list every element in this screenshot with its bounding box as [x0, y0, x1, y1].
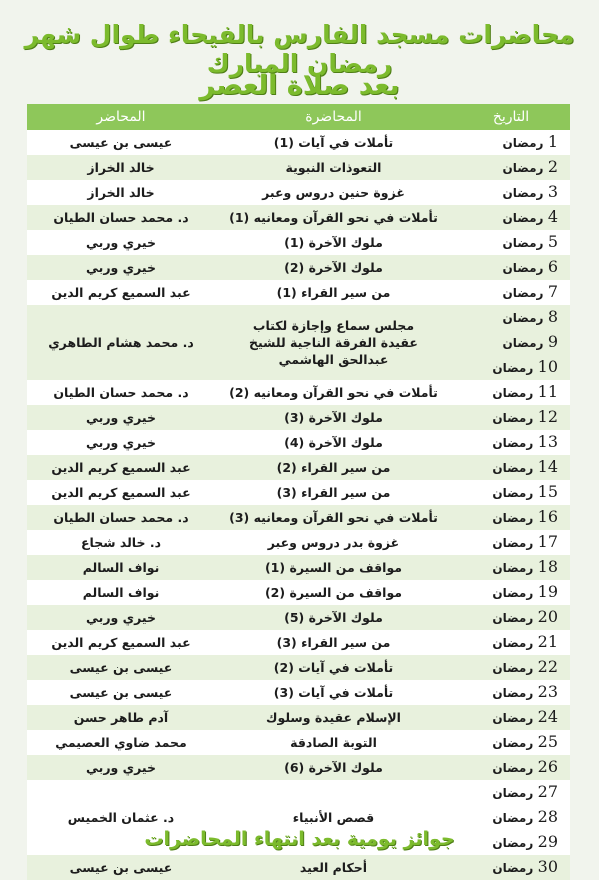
lecture-cell: تأملات في نحو القرآن ومعانيه (1): [215, 205, 452, 230]
date-cell: [452, 755, 570, 780]
date-line: [452, 580, 558, 605]
lecturer-cell: د. محمد حسان الطيان: [27, 505, 215, 530]
lecture-cell: ملوك الآخرة (6): [215, 755, 452, 780]
date-cell: [452, 655, 570, 680]
table-row: [27, 280, 570, 305]
lecture-cell: من سير القراء (3): [215, 480, 452, 505]
date-line: [452, 155, 558, 180]
date-cell: [452, 455, 570, 480]
date-cell: [452, 230, 570, 255]
month-name: رمضان: [492, 711, 534, 725]
date-line: [452, 205, 558, 230]
header-lecture: المحاضرة: [215, 104, 452, 130]
lecturer-cell: د. عثمان الخميس: [27, 780, 215, 855]
date-cell: [452, 705, 570, 730]
table-row: [27, 405, 570, 430]
table-row: [27, 655, 570, 680]
month-name: رمضان: [492, 786, 534, 800]
table-row: [27, 555, 570, 580]
lecturer-cell: خيري وربي: [27, 405, 215, 430]
lecture-cell: ملوك الآخرة (5): [215, 605, 452, 630]
date-line: [452, 305, 558, 330]
date-line: [452, 730, 558, 755]
header-lecturer: المحاضر: [27, 104, 215, 130]
table-row: [27, 480, 570, 505]
lecturer-cell: خيري وربي: [27, 255, 215, 280]
lecture-cell: ملوك الآخرة (4): [215, 430, 452, 455]
day-number: 13: [537, 432, 558, 451]
month-name: رمضان: [492, 461, 534, 475]
table-row: [27, 430, 570, 455]
date-cell: [452, 405, 570, 430]
day-number: 27: [537, 782, 558, 801]
month-name: رمضان: [492, 836, 534, 850]
lecturer-cell: محمد ضاوي العصيمي: [27, 730, 215, 755]
date-cell: [452, 180, 570, 205]
lecturer-cell: نواف السالم: [27, 555, 215, 580]
day-number: 26: [537, 757, 558, 776]
date-cell: [452, 380, 570, 405]
table-row: [27, 380, 570, 405]
date-line: [452, 480, 558, 505]
lecture-cell: التوبة الصادقة: [215, 730, 452, 755]
table-row: [27, 855, 570, 880]
lecture-cell: ملوك الآخرة (1): [215, 230, 452, 255]
day-number: 22: [537, 657, 558, 676]
lecturer-cell: خيري وربي: [27, 755, 215, 780]
day-number: 7: [547, 282, 558, 301]
month-name: رمضان: [492, 386, 534, 400]
lecturer-cell: خيري وربي: [27, 430, 215, 455]
lecturer-cell: آدم طاهر حسن: [27, 705, 215, 730]
month-name: رمضان: [492, 586, 534, 600]
table-row: [27, 580, 570, 605]
lecturer-cell: عبد السميع كريم الدين: [27, 455, 215, 480]
date-line: [452, 630, 558, 655]
day-number: 30: [537, 857, 558, 876]
lecturer-cell: عبد السميع كريم الدين: [27, 480, 215, 505]
lecturer-cell: خيري وربي: [27, 605, 215, 630]
month-name: رمضان: [502, 286, 544, 300]
table-row: [27, 205, 570, 230]
date-cell: [452, 680, 570, 705]
day-number: 11: [537, 382, 558, 401]
date-line: [452, 405, 558, 430]
date-cell: [452, 480, 570, 505]
lecture-cell: أحكام العيد: [215, 855, 452, 880]
date-line: [452, 455, 558, 480]
lecture-cell: التعوذات النبوية: [215, 155, 452, 180]
date-line: [452, 130, 558, 155]
month-name: رمضان: [502, 236, 544, 250]
table-row: [27, 680, 570, 705]
day-number: 21: [537, 632, 558, 651]
table-row: [27, 230, 570, 255]
table-row: [27, 705, 570, 730]
lecture-cell: من سير القراء (2): [215, 455, 452, 480]
day-number: 9: [547, 332, 558, 351]
date-line: [452, 805, 558, 830]
lecture-cell: مجلس سماع وإجازة لكتاب عقيدة الفرقة الناجية للشيخ عبدالحق الهاشمي: [215, 305, 452, 380]
table-row: [27, 505, 570, 530]
lecture-cell: ملوك الآخرة (2): [215, 255, 452, 280]
day-number: 24: [537, 707, 558, 726]
date-line: [452, 280, 558, 305]
lecturer-cell: خيري وربي: [27, 230, 215, 255]
day-number: 6: [547, 257, 558, 276]
day-number: 28: [537, 807, 558, 826]
date-line: [452, 380, 558, 405]
month-name: رمضان: [492, 536, 534, 550]
day-number: 4: [547, 207, 558, 226]
month-name: رمضان: [502, 161, 544, 175]
date-cell: [452, 555, 570, 580]
month-name: رمضان: [492, 361, 534, 375]
poster-subtitle: بعد صلاة العصر: [199, 70, 400, 101]
footer-note: جوائز يومية بعد انتهاء المحاضرات: [144, 828, 455, 850]
day-number: 2: [547, 157, 558, 176]
month-name: رمضان: [502, 136, 544, 150]
table-row: [27, 530, 570, 555]
day-number: 14: [537, 457, 558, 476]
date-line: [452, 605, 558, 630]
date-cell: [452, 605, 570, 630]
month-name: رمضان: [492, 436, 534, 450]
month-name: رمضان: [502, 311, 544, 325]
month-name: رمضان: [492, 486, 534, 500]
day-number: 18: [537, 557, 558, 576]
lecture-cell: تأملات في آيات (2): [215, 655, 452, 680]
date-line: [452, 255, 558, 280]
month-name: رمضان: [492, 511, 534, 525]
date-line: [452, 505, 558, 530]
lecture-cell: قصص الأنبياء: [215, 780, 452, 855]
month-name: رمضان: [492, 686, 534, 700]
lecturer-cell: نواف السالم: [27, 580, 215, 605]
lecturer-cell: خالد الخراز: [27, 180, 215, 205]
lecture-cell: الإسلام عقيدة وسلوك: [215, 705, 452, 730]
table-row: [27, 155, 570, 180]
poster-title: محاضرات مسجد الفارس بالفيحاء طوال شهر رمضان المبارك: [24, 20, 575, 78]
day-number: 19: [537, 582, 558, 601]
day-number: 3: [547, 182, 558, 201]
day-number: 25: [537, 732, 558, 751]
lecture-cell: تأملات في نحو القرآن ومعانيه (3): [215, 505, 452, 530]
date-line: [452, 855, 558, 880]
date-cell: [452, 430, 570, 455]
day-number: 15: [537, 482, 558, 501]
month-name: رمضان: [492, 661, 534, 675]
lecture-cell: من سير القراء (1): [215, 280, 452, 305]
date-line: [452, 705, 558, 730]
lecturer-cell: د. خالد شجاع: [27, 530, 215, 555]
lecturer-cell: عبد السميع كريم الدين: [27, 280, 215, 305]
day-number: 23: [537, 682, 558, 701]
header-date: التاريخ: [452, 104, 570, 130]
date-line: [452, 180, 558, 205]
date-cell: [452, 630, 570, 655]
date-line: [452, 230, 558, 255]
date-line: [452, 430, 558, 455]
date-cell: [452, 855, 570, 880]
day-number: 8: [547, 307, 558, 326]
date-cell: [452, 280, 570, 305]
month-name: رمضان: [492, 761, 534, 775]
date-line: [452, 530, 558, 555]
table-row: [27, 455, 570, 480]
day-number: 10: [537, 357, 558, 376]
date-cell: [452, 155, 570, 180]
lecture-cell: مواقف من السيرة (1): [215, 555, 452, 580]
schedule-table: [27, 104, 570, 880]
date-cell: [452, 730, 570, 755]
lecturer-cell: عبد السميع كريم الدين: [27, 630, 215, 655]
month-name: رمضان: [502, 336, 544, 350]
month-name: رمضان: [492, 861, 534, 875]
month-name: رمضان: [502, 211, 544, 225]
date-line: [452, 655, 558, 680]
month-name: رمضان: [492, 411, 534, 425]
lecture-cell: من سير القراء (3): [215, 630, 452, 655]
lecturer-cell: د. محمد حسان الطيان: [27, 380, 215, 405]
lecturer-cell: عيسى بن عيسى: [27, 130, 215, 155]
month-name: رمضان: [502, 261, 544, 275]
table-row: [27, 630, 570, 655]
date-cell: [452, 205, 570, 230]
month-name: رمضان: [492, 561, 534, 575]
month-name: رمضان: [492, 811, 534, 825]
lecture-cell: غزوة بدر دروس وعبر: [215, 530, 452, 555]
day-number: 17: [537, 532, 558, 551]
table-row: [27, 605, 570, 630]
date-line: [452, 680, 558, 705]
date-cell: [452, 255, 570, 280]
date-cell: [452, 130, 570, 155]
table-row: [27, 730, 570, 755]
lecturer-cell: خالد الخراز: [27, 155, 215, 180]
lecture-cell: ملوك الآخرة (3): [215, 405, 452, 430]
table-row: [27, 130, 570, 155]
day-number: 16: [537, 507, 558, 526]
table-row: [27, 305, 570, 380]
date-cell: [452, 530, 570, 555]
date-cell: [452, 305, 570, 380]
day-number: 5: [547, 232, 558, 251]
lecturer-cell: د. محمد هشام الطاهري: [27, 305, 215, 380]
lecture-cell: تأملات في نحو القرآن ومعانيه (2): [215, 380, 452, 405]
date-line: [452, 755, 558, 780]
month-name: رمضان: [492, 611, 534, 625]
date-cell: [452, 505, 570, 530]
lecturer-cell: د. محمد حسان الطيان: [27, 205, 215, 230]
date-line: [452, 330, 558, 355]
lecture-cell: غزوة حنين دروس وعبر: [215, 180, 452, 205]
date-cell: [452, 580, 570, 605]
table-row: [27, 180, 570, 205]
lecture-cell: تأملات في آيات (1): [215, 130, 452, 155]
table-row: [27, 755, 570, 780]
day-number: 20: [537, 607, 558, 626]
date-line: [452, 555, 558, 580]
month-name: رمضان: [502, 186, 544, 200]
table-row: [27, 255, 570, 280]
lecture-cell: مواقف من السيرة (2): [215, 580, 452, 605]
date-line: [452, 780, 558, 805]
month-name: رمضان: [492, 636, 534, 650]
date-line: [452, 355, 558, 380]
month-name: رمضان: [492, 736, 534, 750]
day-number: 1: [547, 132, 558, 151]
lecturer-cell: عيسى بن عيسى: [27, 855, 215, 880]
day-number: 12: [537, 407, 558, 426]
day-number: 29: [537, 832, 558, 851]
lecture-cell: تأملات في آيات (3): [215, 680, 452, 705]
lecturer-cell: عيسى بن عيسى: [27, 655, 215, 680]
lecturer-cell: عيسى بن عيسى: [27, 680, 215, 705]
table-header-row: [27, 104, 570, 130]
